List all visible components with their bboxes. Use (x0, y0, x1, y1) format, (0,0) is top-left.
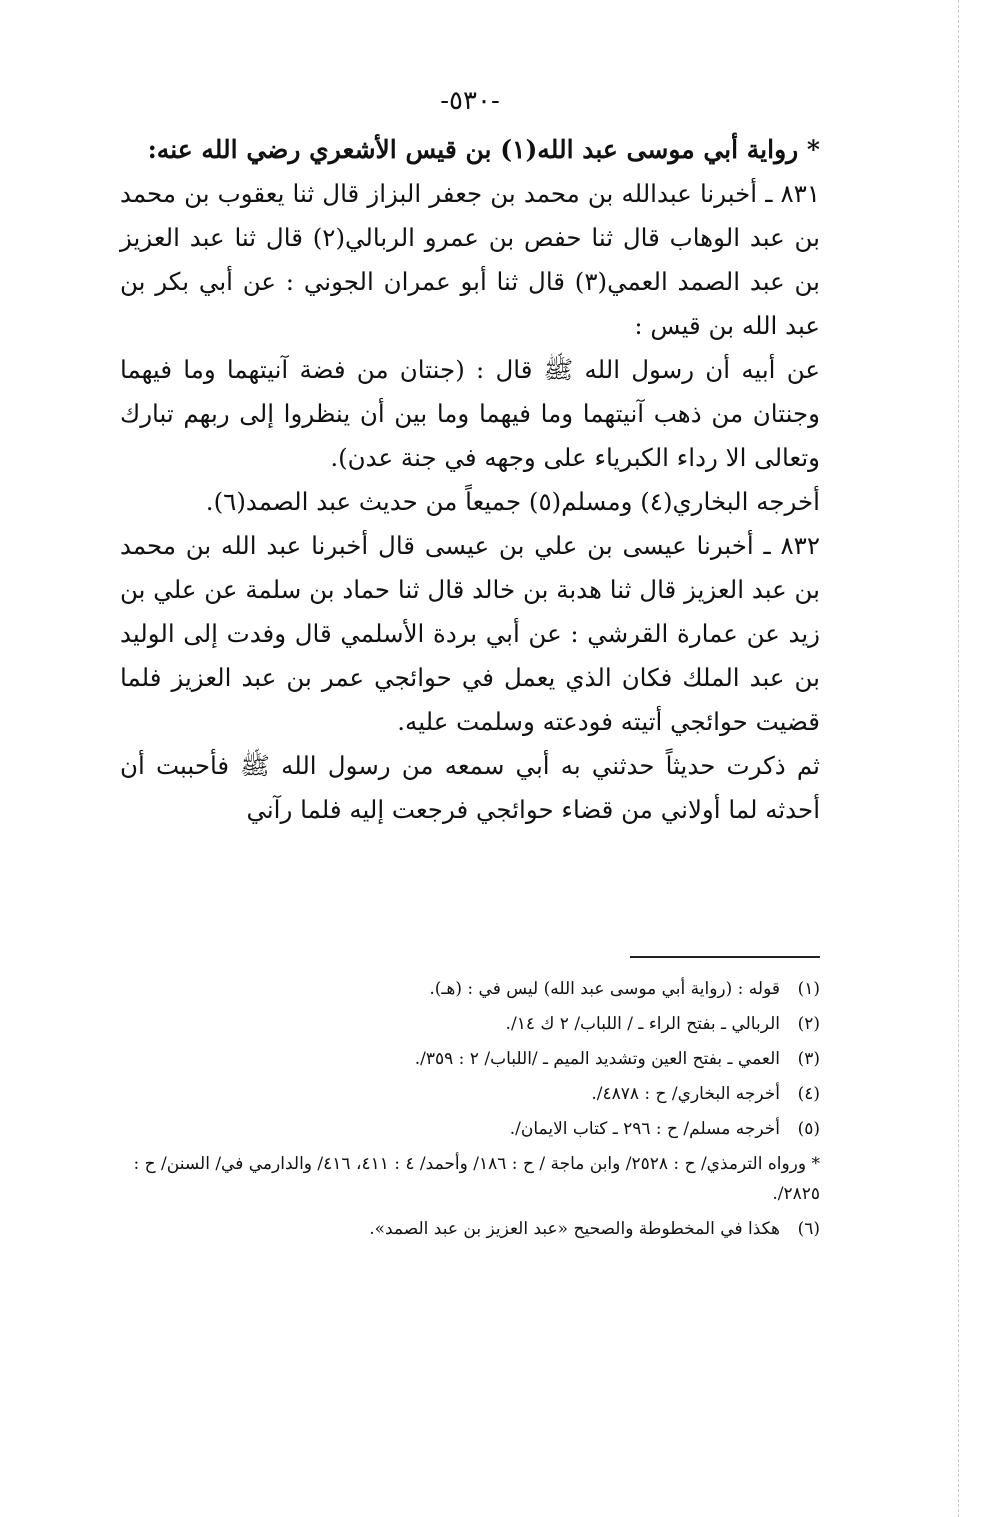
paragraph-takhrij: أخرجه البخاري(٤) ومسلم(٥) جميعاً من حديث عبد الصمد(٦). (205, 487, 820, 516)
footnote-5: (٥) أخرجه مسلم/ ح : ٢٩٦ ـ كتاب الايمان/. (509, 1119, 820, 1139)
footnote-5-addendum: * ورواه الترمذي/ ح : ٢٥٢٨/ وابن ماجة / ح : ١٨٦/ وأحمد/ ٤ : ٤١١، ٤١٦/ والدارمي في/ السنن/ ح : ٢٨٢٥/. (133, 1154, 820, 1204)
page-edge-line (958, 0, 959, 1517)
paragraph-832: ٨٣٢ ـ أخبرنا عيسى بن علي بن عيسى قال أخبرنا عبد الله بن محمد بن عبد العزيز قال ثنا هدبة بن خالد قال ثنا حماد بن سلمة عن علي بن زيد عن عمارة القرشي : عن أبي بردة الأسلمي قال وفدت إلى الوليد بن عبد الملك فكان الذي يعمل في حوائجي عمر بن عبد العزيز فلما قضيت حوائجي أتيته فودعته وسلمت عليه. (120, 531, 820, 736)
paragraph-831: ٨٣١ ـ أخبرنا عبدالله بن محمد بن جعفر البزاز قال ثنا يعقوب بن محمد بن عبد الوهاب قال ثنا حفص بن عمرو الربالي(٢) قال ثنا عبد العزيز بن عبد الصمد العمي(٣) قال ثنا أبو عمران الجوني : عن أبي بكر بن عبد الله بن قيس : (120, 179, 820, 340)
footnote-6: (٦) هكذا في المخطوطة والصحيح «عبد العزيز بن عبد الصمد». (369, 1219, 820, 1239)
paragraph-hadith-text: عن أبيه أن رسول الله ﷺ قال : (جنتان من فضة آنيتهما وما فيهما وجنتان من ذهب آنيتهما وما فيهما وما بين أن ينظروا إلى ربهم تبارك وتعالى الا رداء الكبرياء على وجهه في جنة عدن). (120, 355, 820, 472)
paragraph-continuation: ثم ذكرت حديثاً حدثني به أبي سمعه من رسول الله ﷺ فأحببت أن أحدثه لما أولاني من قضاء حوائجي فرجعت إليه فلما رآني (120, 751, 820, 824)
footnote-4: (٤) أخرجه البخاري/ ح : ٤٨٧٨/. (591, 1084, 820, 1104)
section-heading: * رواية أبي موسى عبد الله(١) بن قيس الأشعري رضي الله عنه: (147, 135, 820, 164)
footnote-1: (١) قوله : (رواية أبي موسى عبد الله) ليس في : (هـ). (429, 979, 820, 999)
page-body (120, 86, 820, 832)
footnote-separator (630, 956, 820, 958)
page-number: -٥٣٠- (440, 86, 500, 116)
footnotes (130, 956, 820, 1249)
footnote-3: (٣) العمي ـ بفتح العين وتشديد الميم ـ /اللباب/ ٢ : ٣٥٩/. (414, 1049, 820, 1069)
footnote-2: (٢) الربالي ـ بفتح الراء ـ / اللباب/ ٢ ك ١٤/. (505, 1014, 820, 1034)
